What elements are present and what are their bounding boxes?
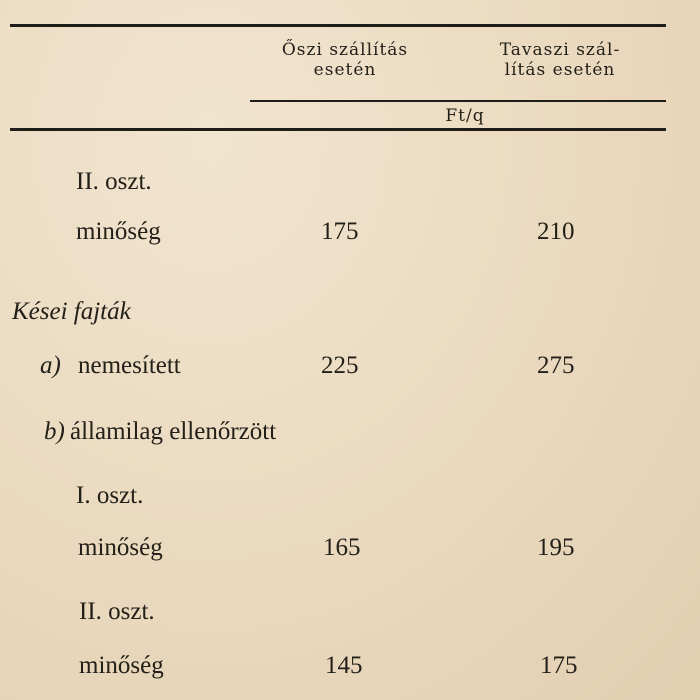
- column-header-autumn-line2: esetén: [313, 60, 377, 80]
- column-header-spring: [460, 40, 660, 80]
- row-label: II. oszt.: [76, 168, 152, 195]
- row-prefix: b): [44, 418, 65, 445]
- row-label: nemesített: [78, 352, 181, 379]
- cell-spring: 195: [537, 534, 575, 561]
- column-header-spring-line2: lítás esetén: [504, 60, 616, 80]
- cell-spring: 175: [540, 652, 578, 679]
- row-label: II. oszt.: [79, 598, 155, 625]
- column-header-autumn-line1: Őszi szállítás: [281, 40, 409, 60]
- cell-autumn: 225: [321, 352, 359, 379]
- section-heading: Kései fajták: [12, 298, 131, 325]
- column-header-autumn: [250, 40, 440, 80]
- cell-autumn: 175: [321, 218, 359, 245]
- cell-autumn: 145: [325, 652, 363, 679]
- column-header-spring-line1: Tavaszi szál-: [499, 40, 621, 60]
- row-prefix: a): [40, 352, 61, 379]
- row-label: minőség: [78, 534, 163, 561]
- cell-spring: 210: [537, 218, 575, 245]
- header-bottom-rule: [10, 128, 666, 131]
- row-label: minőség: [76, 218, 161, 245]
- header-divider-rule: [250, 100, 666, 102]
- row-label: minőség: [79, 652, 164, 679]
- table-top-rule: [10, 24, 666, 27]
- row-label: I. oszt.: [76, 482, 144, 509]
- cell-autumn: 165: [323, 534, 361, 561]
- unit-label: Ft/q: [445, 106, 485, 126]
- row-label: államilag ellenőrzött: [70, 418, 277, 445]
- cell-spring: 275: [537, 352, 575, 379]
